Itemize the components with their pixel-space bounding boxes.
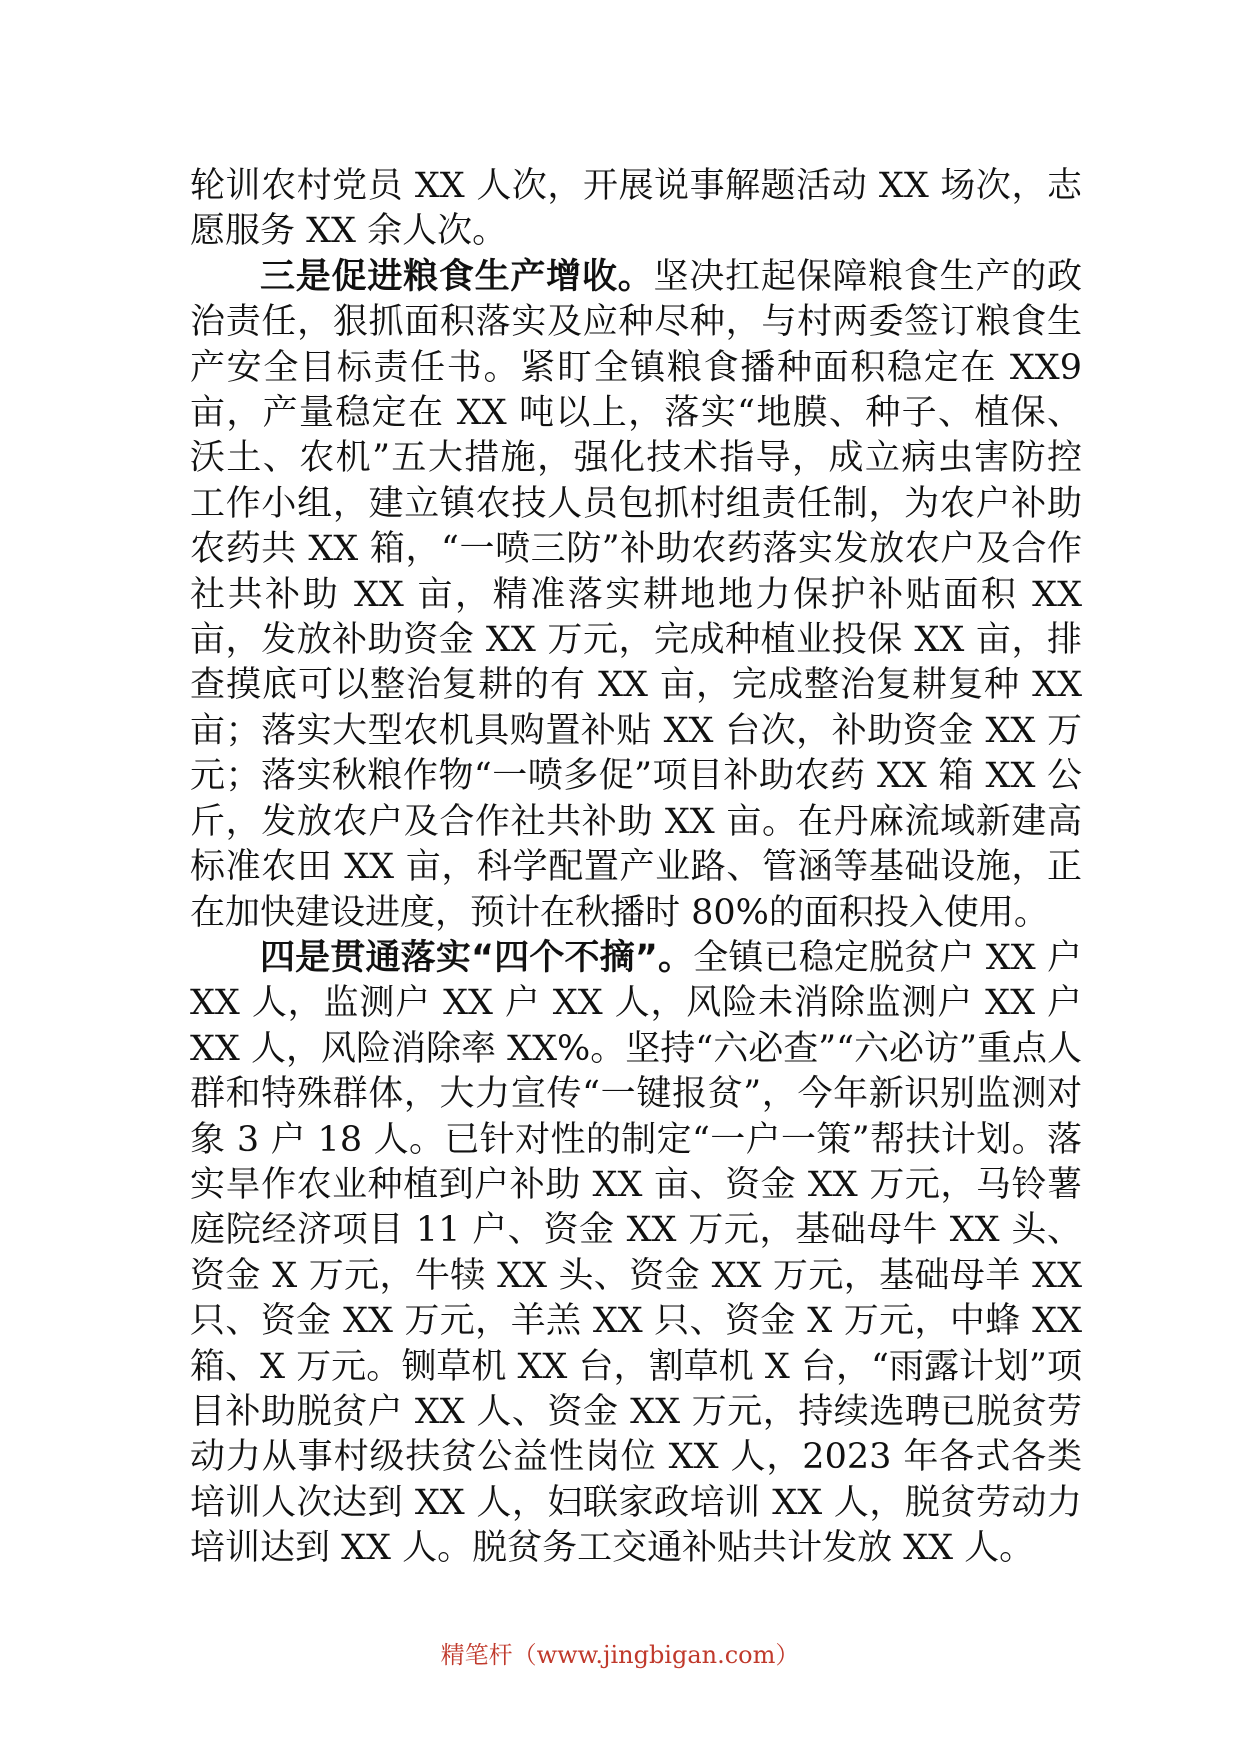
paragraph-grain-production bbox=[190, 255, 1082, 936]
paragraph-four-not-removed bbox=[190, 936, 1082, 1572]
paragraph-text: 轮训农村党员 XX 人次，开展说事解题活动 XX 场次，志愿服务 XX 余人次。 bbox=[190, 166, 1082, 252]
footer-watermark bbox=[0, 1640, 1240, 1670]
document-body bbox=[190, 164, 1082, 1572]
paragraph-continuation bbox=[190, 164, 1082, 255]
paragraph-heading: 三是促进粮食生产增收。 bbox=[260, 256, 654, 297]
footer-text: 精笔杆（www.jingbigan.com） bbox=[440, 1641, 800, 1669]
paragraph-text: 全镇已稳定脱贫户 XX 户 XX 人，监测户 XX 户 XX 人，风险未消除监测户 XX 户 XX 人，风险消除率 XX%。坚持“六必查”“六必访”重点人群和特殊群体，大力宣传“一键报贫”，今年新识别监测对象 3 户 18 人。已针对性的制定“一户一策”帮扶计划。落实旱作农业种植到户补助 XX 亩、资金 XX 万元，马铃薯庭院经济项目 11 户、资金 XX 万元，基础母牛 XX 头、资金 X 万元，牛犊 XX 头、资金 XX 万元，基础母羊 XX 只、资金 XX 万元，羊羔 XX 只、资金 X 万元，中蜂 XX 箱、X 万元。铡草机 XX 台，割草机 X 台，“雨露计划”项目补助脱贫户 XX 人、资金 XX 万元，持续选聘已脱贫劳动力从事村级扶贫公益性岗位 XX 人，2023 年各式各类培训人次达到 XX 人，妇联家政培训 XX 人，脱贫劳动力培训达到 XX 人。脱贫务工交通补贴共计发放 XX 人。 bbox=[190, 937, 1082, 1569]
paragraph-heading: 四是贯通落实“四个不摘”。 bbox=[260, 937, 694, 978]
paragraph-text: 坚决扛起保障粮食生产的政治责任，狠抓面积落实及应种尽种，与村两委签订粮食生产安全目标责任书。紧盯全镇粮食播种面积稳定在 XX9 亩，产量稳定在 XX 吨以上，落实“地膜、种子、植保、沃土、农机”五大措施，强化技术指导，成立病虫害防控工作小组，建立镇农技人员包抓村组责任制，为农户补助农药共 XX 箱，“一喷三防”补助农药落实发放农户及合作社共补助 XX 亩，精准落实耕地地力保护补贴面积 XX 亩，发放补助资金 XX 万元，完成种植业投保 XX 亩，排查摸底可以整治复耕的有 XX 亩，完成整治复耕复种 XX 亩；落实大型农机具购置补贴 XX 台次，补助资金 XX 万元；落实秋粮作物“一喷多促”项目补助农药 XX 箱 XX 公斤，发放农户及合作社共补助 XX 亩。在丹麻流域新建高标准农田 XX 亩，科学配置产业路、管涵等基础设施，正在加快建设进度，预计在秋播时 80%的面积投入使用。 bbox=[190, 256, 1082, 933]
